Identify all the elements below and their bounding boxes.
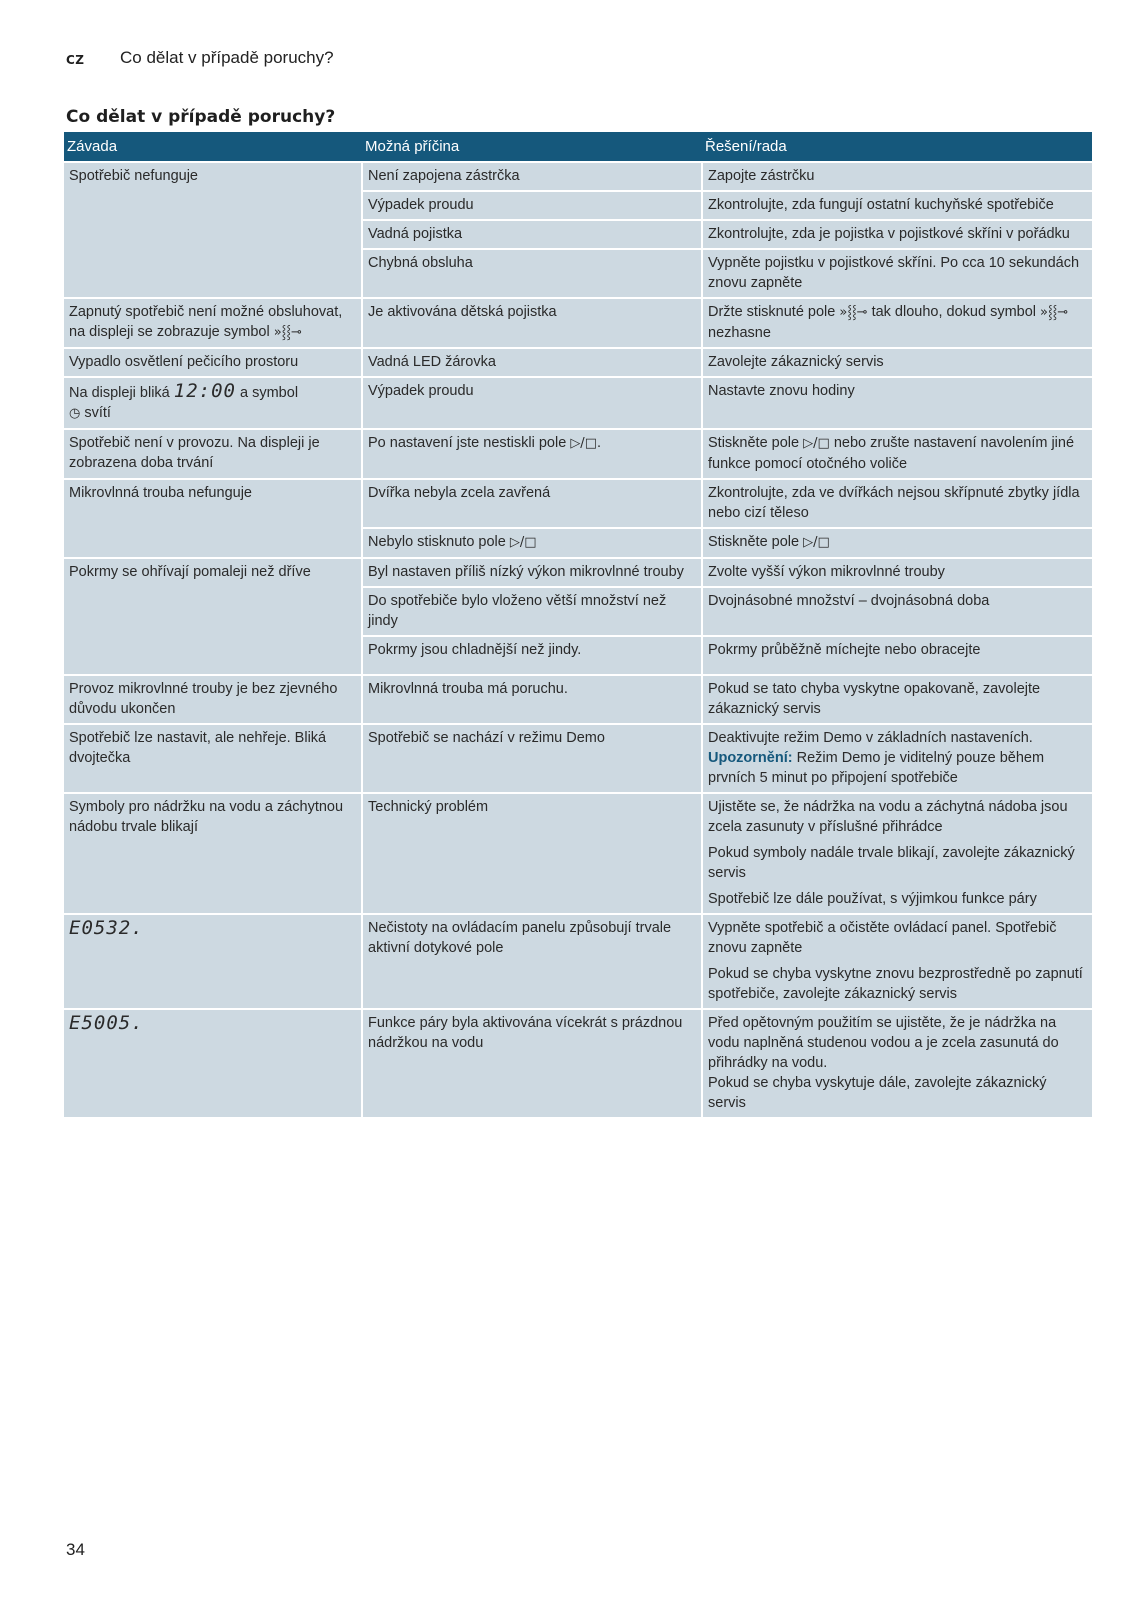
table-header-row xyxy=(64,132,1092,162)
solution-cell xyxy=(702,298,1092,348)
language-code: CZ xyxy=(66,53,85,67)
solution-cell xyxy=(702,724,1092,793)
solution-cell xyxy=(702,429,1092,479)
cause-cell: Pokrmy jsou chladnější než jindy. xyxy=(362,636,702,675)
solution-cell: Nastavte znovu hodiny xyxy=(702,377,1092,429)
solution-text-a: Před opětovným použitím se ujistěte, že je nádržka na vodu naplněná studenou vodou a je zcela zasunutá do přihrádky na vodu. xyxy=(708,1015,1059,1071)
error-code: E5005. xyxy=(69,1012,144,1034)
solution-cell: Dvojnásobné množství – dvojnásobná doba xyxy=(702,587,1092,636)
solution-text-b: Režim Demo je viditelný pouze během prvních 5 minut po připojení spotřebiče xyxy=(708,750,1045,786)
table-row xyxy=(64,1009,1092,1117)
child-lock-icon: »⸾⸾⊸ xyxy=(839,305,868,320)
play-stop-icon: ▷/□ xyxy=(509,535,537,550)
table-row xyxy=(64,479,1092,528)
cause-cell: Je aktivována dětská pojistka xyxy=(362,298,702,348)
fault-cell: Spotřebič lze nastavit, ale nehřeje. Bliká dvojtečka xyxy=(64,724,362,793)
error-code: E0532. xyxy=(69,917,144,939)
solution-text-a: Deaktivujte režim Demo v základních nastaveních. xyxy=(708,730,1033,746)
cause-cell: Byl nastaven příliš nízký výkon mikrovlnné trouby xyxy=(362,558,702,587)
fault-cell xyxy=(64,914,362,1009)
fault-text-a: Na displeji bliká xyxy=(69,385,170,401)
solution-cell: Zkontrolujte, zda fungují ostatní kuchyňské spotřebiče xyxy=(702,191,1092,220)
fault-cell: Symboly pro nádržku na vodu a záchytnou nádobu trvale blikají xyxy=(64,793,362,914)
table-row xyxy=(64,162,1092,191)
solution-cell xyxy=(702,914,1092,1009)
fault-text-b: a symbol xyxy=(240,385,299,401)
solution-cell: Vypněte pojistku v pojistkové skříni. Po cca 10 sekundách znovu zapněte xyxy=(702,249,1092,298)
table-row xyxy=(64,793,1092,914)
fault-cell: Spotřebič není v provozu. Na displeji je zobrazena doba trvání xyxy=(64,429,362,479)
cause-cell: Do spotřebiče bylo vloženo větší množství než jindy xyxy=(362,587,702,636)
cause-cell: Nečistoty na ovládacím panelu způsobují trvale aktivní dotykové pole xyxy=(362,914,702,1009)
cause-cell: Výpadek proudu xyxy=(362,377,702,429)
column-header-solution: Řešení/rada xyxy=(702,132,1092,162)
table-row xyxy=(64,377,1092,429)
page-number: 34 xyxy=(66,1540,85,1559)
table-row xyxy=(64,429,1092,479)
header-title: Co dělat v případě poruchy? xyxy=(120,48,334,67)
cause-cell: Dvířka nebyla zcela zavřená xyxy=(362,479,702,528)
table-row xyxy=(64,724,1092,793)
solution-text-b: tak dlouho, dokud symbol xyxy=(871,304,1036,320)
solution-text-b: Pokud symboly nadále trvale blikají, zavolejte zákaznický servis xyxy=(708,845,1075,881)
fault-text-c: svítí xyxy=(84,405,111,421)
child-lock-icon: »⸾⸾⊸ xyxy=(1040,305,1069,320)
solution-text-a: Vypněte spotřebič a očistěte ovládací panel. Spotřebič znovu zapněte xyxy=(708,920,1057,956)
fault-cell: Mikrovlnná trouba nefunguje xyxy=(64,479,362,558)
fault-cell: Vypadlo osvětlení pečicího prostoru xyxy=(64,348,362,377)
play-stop-icon: ▷/□ xyxy=(803,436,830,451)
solution-cell: Zapojte zástrčku xyxy=(702,162,1092,191)
fault-cell: Spotřebič nefunguje xyxy=(64,162,362,298)
play-stop-icon: ▷/□ xyxy=(570,436,597,451)
cause-cell: Není zapojena zástrčka xyxy=(362,162,702,191)
cause-text: Po nastavení jste nestiskli pole xyxy=(368,435,567,451)
cause-cell: Mikrovlnná trouba má poruchu. xyxy=(362,675,702,724)
solution-cell: Zkontrolujte, zda je pojistka v pojistkové skříni v pořádku xyxy=(702,220,1092,249)
solution-cell xyxy=(702,1009,1092,1117)
cause-cell: Vadná pojistka xyxy=(362,220,702,249)
cause-cell: Chybná obsluha xyxy=(362,249,702,298)
troubleshooting-table xyxy=(64,132,1092,1117)
section-title: Co dělat v případě poruchy? xyxy=(66,107,336,127)
solution-text-a: Stiskněte pole xyxy=(708,435,800,451)
column-header-fault: Závada xyxy=(64,132,362,162)
solution-cell xyxy=(702,528,1092,558)
display-readout: 12:00 xyxy=(173,380,236,402)
cause-cell: Technický problém xyxy=(362,793,702,914)
solution-text-c: nezhasne xyxy=(708,325,771,341)
solution-cell: Pokrmy průběžně míchejte nebo obracejte xyxy=(702,636,1092,675)
child-lock-icon: »⸾⸾⊸ xyxy=(273,325,302,340)
fault-cell xyxy=(64,1009,362,1117)
solution-text: Stiskněte pole xyxy=(708,534,800,550)
fault-text: Zapnutý spotřebič není možné obsluhovat, na displeji se zobrazuje symbol xyxy=(69,304,343,340)
solution-cell xyxy=(702,793,1092,914)
table-row xyxy=(64,298,1092,348)
solution-text-a: Držte stisknuté pole xyxy=(708,304,836,320)
cause-text: Nebylo stisknuto pole xyxy=(368,534,506,550)
solution-cell: Pokud se tato chyba vyskytne opakovaně, zavolejte zákaznický servis xyxy=(702,675,1092,724)
cause-cell xyxy=(362,528,702,558)
table-row xyxy=(64,558,1092,587)
cause-cell: Po nastavení jste nestiskli pole ▷/□. xyxy=(362,429,702,479)
cause-cell: Výpadek proudu xyxy=(362,191,702,220)
play-stop-icon: ▷/□ xyxy=(803,535,830,550)
solution-text-b: Pokud se chyba vyskytne znovu bezprostředně po zapnutí spotřebiče, zavolejte zákaznický servis xyxy=(708,966,1083,1002)
fault-cell: Provoz mikrovlnné trouby je bez zjevného důvodu ukončen xyxy=(64,675,362,724)
solution-text-c: Spotřebič lze dále používat, s výjimkou funkce páry xyxy=(708,891,1037,907)
solution-cell: Zavolejte zákaznický servis xyxy=(702,348,1092,377)
fault-cell xyxy=(64,377,362,429)
solution-text-b: nebo zrušte nastavení navolením jiné funkce pomocí otočného voliče xyxy=(708,435,1075,472)
solution-cell: Zkontrolujte, zda ve dvířkách nejsou skřípnuté zbytky jídla nebo cizí těleso xyxy=(702,479,1092,528)
column-header-cause: Možná příčina xyxy=(362,132,702,162)
clock-icon: ◷ xyxy=(69,406,81,421)
fault-cell xyxy=(64,298,362,348)
solution-text-b: Pokud se chyba vyskytuje dále, zavolejte zákaznický servis xyxy=(708,1075,1047,1111)
table-row xyxy=(64,914,1092,1009)
fault-cell: Pokrmy se ohřívají pomaleji než dříve xyxy=(64,558,362,675)
cause-cell: Vadná LED žárovka xyxy=(362,348,702,377)
table-row xyxy=(64,348,1092,377)
cause-cell: Spotřebič se nachází v režimu Demo xyxy=(362,724,702,793)
note-label: Upozornění: xyxy=(708,750,793,766)
solution-cell: Zvolte vyšší výkon mikrovlnné trouby xyxy=(702,558,1092,587)
cause-cell: Funkce páry byla aktivována vícekrát s prázdnou nádržkou na vodu xyxy=(362,1009,702,1117)
table-row xyxy=(64,675,1092,724)
solution-text-a: Ujistěte se, že nádržka na vodu a záchytná nádoba jsou zcela zasunuty v příslušné přihrádce xyxy=(708,799,1068,835)
